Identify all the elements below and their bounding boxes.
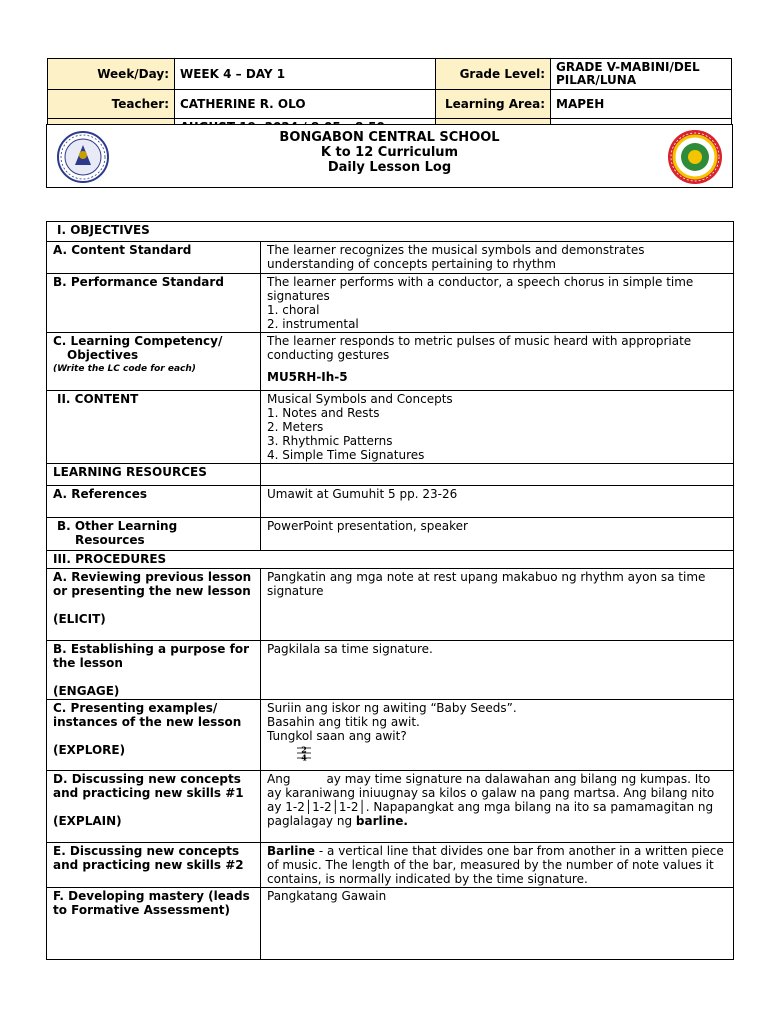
area-value: MAPEH: [551, 90, 732, 119]
week-label: Week/Day:: [48, 59, 175, 90]
procedure-e: Barline - a vertical line that divides one bar from another in a written piece of music. The length of the bar, measured by the number of note values it contains, is normally indicated by the time signature.: [261, 843, 734, 888]
curriculum-title: K to 12 Curriculum: [320, 145, 459, 160]
school-name: BONGABON CENTRAL SCHOOL: [279, 130, 500, 145]
content-standard-label: A. Content Standard: [47, 242, 261, 274]
competency-code: MU5RH-Ih-5: [267, 370, 348, 384]
time-signature-2-4-icon: [297, 744, 311, 762]
procedure-b: Pagkilala sa time signature.: [261, 641, 734, 700]
procedure-d-label: D. Discussing new concepts and practicing new skills #1 (EXPLAIN): [47, 771, 261, 843]
references-label: A. References: [47, 486, 261, 518]
competency-label: C. Learning Competency/ Objectives (Write the LC code for each): [47, 333, 261, 391]
teacher-value: CATHERINE R. OLO: [175, 90, 436, 119]
procedure-b-label: B. Establishing a purpose for the lesson (ENGAGE): [47, 641, 261, 700]
performance-standard-label: B. Performance Standard: [47, 274, 261, 333]
teacher-label: Teacher:: [48, 90, 175, 119]
procedure-c-label: C. Presenting examples/ instances of the new lesson (EXPLORE): [47, 700, 261, 771]
procedures-heading: III. PROCEDURES: [47, 551, 734, 569]
objectives-heading: I. OBJECTIVES: [47, 222, 734, 242]
school-banner: [46, 124, 733, 188]
procedure-e-label: E. Discussing new concepts and practicing new skills #2: [47, 843, 261, 888]
other-resources-label: B. Other Learning Resources: [47, 518, 261, 551]
procedure-c: Suriin ang iskor ng awiting “Baby Seeds”. Basahin ang titik ng awit. Tungkol saan ang awit? 2 4: [261, 700, 734, 771]
content-standard: The learner recognizes the musical symbols and demonstrates understanding of concepts pertaining to rhythm: [261, 242, 734, 274]
deped-seal-icon: [55, 131, 111, 183]
school-seal-icon: [666, 129, 724, 185]
lesson-table: [46, 221, 734, 960]
resources-label: LEARNING RESOURCES: [47, 464, 261, 486]
svg-text:2: 2: [301, 744, 307, 755]
grade-value: GRADE V-MABINI/DEL PILAR/LUNA: [551, 59, 732, 90]
references: Umawit at Gumuhit 5 pp. 23-26: [261, 486, 734, 518]
grade-label: Grade Level:: [436, 59, 551, 90]
competency: The learner responds to metric pulses of music heard with appropriate conducting gestures MU5RH-Ih-5: [261, 333, 734, 391]
other-resources: PowerPoint presentation, speaker: [261, 518, 734, 551]
procedure-f-label: F. Developing mastery (leads to Formative Assessment): [47, 888, 261, 960]
log-title: Daily Lesson Log: [327, 160, 452, 175]
procedure-a: Pangkatin ang mga note at rest upang makabuo ng rhythm ayon sa time signature: [261, 569, 734, 641]
content-list: Musical Symbols and Concepts 1. Notes and Rests 2. Meters 3. Rhythmic Patterns 4. Simple Time Signatures: [261, 391, 734, 464]
performance-standard: The learner performs with a conductor, a speech chorus in simple time signatures 1. choral 2. instrumental: [261, 274, 734, 333]
procedure-a-label: A. Reviewing previous lesson or presenting the new lesson (ELICIT): [47, 569, 261, 641]
content-label: II. CONTENT: [47, 391, 261, 464]
procedure-d: Ang ay may time signature na dalawahan ang bilang ng kumpas. Ito ay karaniwang iniuugnay sa kilos o galaw na pang martsa. Ang bilang nito ay 1-2│1-2│1-2│. Napapangkat ang mga bilang na ito sa pamamagitan ng paglalagay ng barline.: [261, 771, 734, 843]
area-label: Learning Area:: [436, 90, 551, 119]
header-table: [47, 58, 732, 129]
procedure-f: Pangkatang Gawain: [261, 888, 734, 960]
svg-text:4: 4: [301, 752, 307, 762]
week-value: WEEK 4 – DAY 1: [175, 59, 436, 90]
